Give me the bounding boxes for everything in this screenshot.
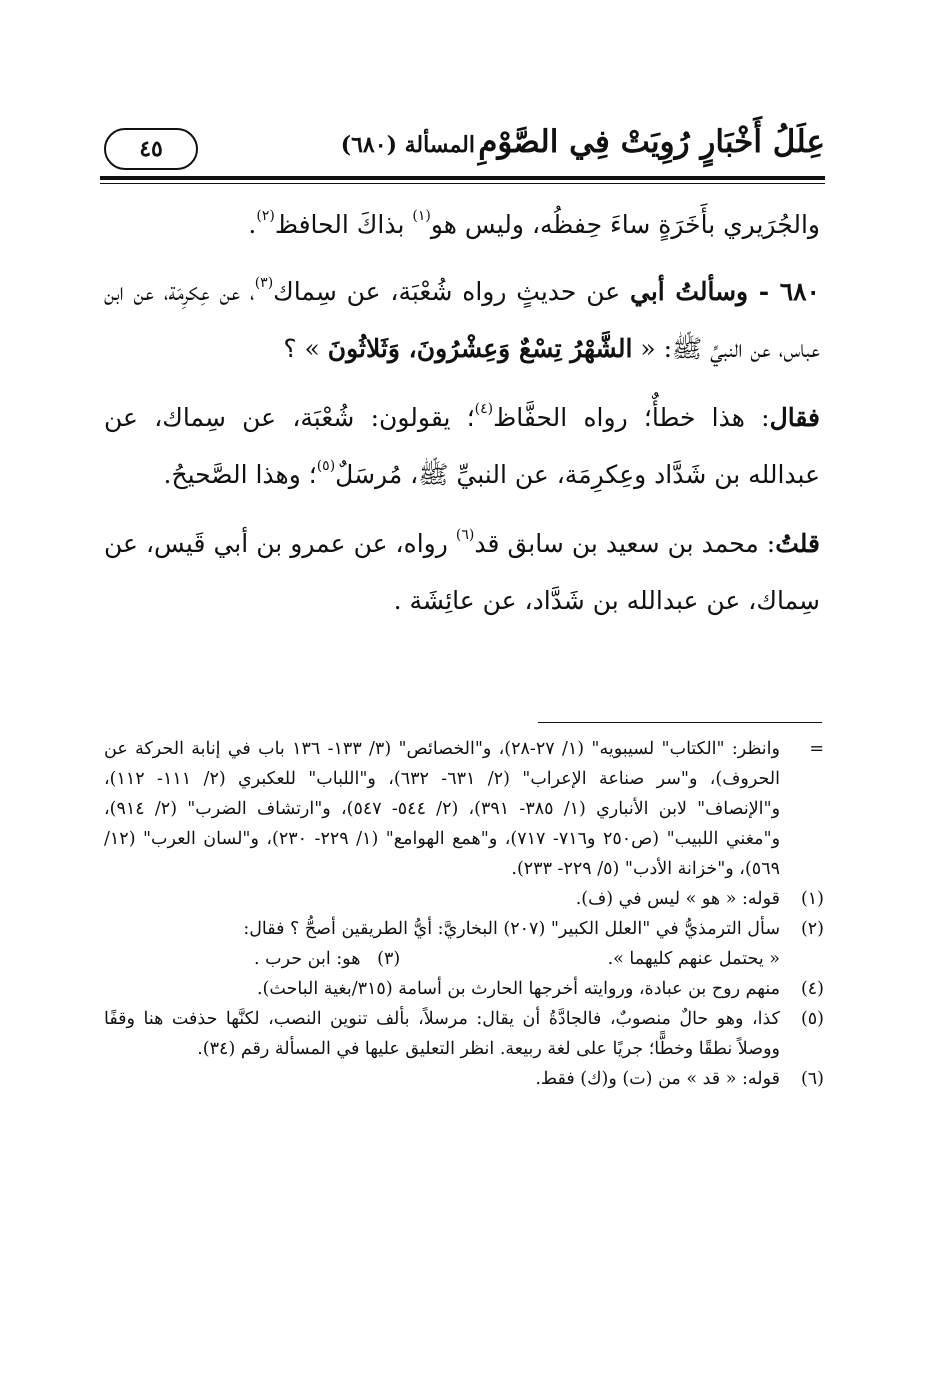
issue-number: ٦٨٠ - xyxy=(748,277,820,306)
paragraph-680 xyxy=(104,263,820,377)
footnote-text: قوله: « هو » ليس في (ف). xyxy=(575,889,780,909)
footnotes xyxy=(104,734,824,1094)
footnote-separator xyxy=(538,722,822,723)
footnote-text-line: « يحتمل عنهم كليهما ». xyxy=(607,949,780,969)
header-rule-thick xyxy=(100,176,825,180)
footnote-4 xyxy=(104,974,824,1004)
text: عن حديثٍ رواه شُعْبَة، عن سِماك xyxy=(273,277,630,306)
footnote-text: قوله: « قد » من (ت) و(ك) فقط. xyxy=(535,1069,780,1089)
footnote-6 xyxy=(104,1064,824,1094)
footnote-number: = xyxy=(809,739,824,759)
paragraph-answer xyxy=(104,389,820,503)
footnote-number: (٣) xyxy=(377,949,401,969)
footnote-2 xyxy=(104,914,824,974)
text: والجُرَيري بأَخَرَةٍ ساءَ حِفظُه، وليس هو xyxy=(430,210,820,239)
main-text xyxy=(104,196,820,641)
footnote-text: كذا، وهو حالٌ منصوبٌ، فالجادَّةُ أن يقال: مرسلاً، بألف تنوين النصب، لكنَّها حذفت هنا وقفًا ووصلاً نطقًا وخطًّا؛ جريًا على لغة ربيعة. انظر التعليق عليها في المسألة رقم (٣٤). xyxy=(104,1009,780,1059)
answer-lead: فقال xyxy=(769,403,820,432)
footnote-number: (٢) xyxy=(800,919,824,939)
footnote-ref-2[interactable]: (٢) xyxy=(256,207,275,224)
text: » ؟ xyxy=(283,334,328,363)
footnote-number: (٤) xyxy=(800,979,824,999)
book-title: عِلَلُ أَخْبَارٍ رُوِيَتْ فِي الصَّوْمِ xyxy=(478,124,825,160)
text: . xyxy=(248,210,257,239)
text: : هذا خطأٌ؛ رواه الحفَّاظ xyxy=(493,403,770,432)
text: ، عن عِكرِمَة، عن ابن عباس، عن النبيِّ ﷺ: « xyxy=(104,277,820,363)
footnote-text-line: سأل الترمذيُّ في "العلل الكبير" (٢٠٧) البخاريَّ: أيُّ الطريقين أصحُّ ؟ فقال: xyxy=(243,919,780,939)
paragraph-0 xyxy=(104,196,820,253)
issue-label: المسألة (٦٨٠) xyxy=(340,132,475,158)
text: بذاكَ الحافظ xyxy=(274,210,413,239)
footnote-ref-3[interactable]: (٣) xyxy=(254,274,274,291)
text: ؛ يقولون: شُعْبَة، عن سِماك، عن عبدالله بن شَدَّاد وعِكرِمَة، عن النبيِّ ﷺ، مُرسَلٌ xyxy=(104,403,820,489)
footnote-number: (٥) xyxy=(800,1009,824,1029)
text: : محمد بن سعيد بن سابق قد xyxy=(474,529,776,558)
running-header xyxy=(100,118,825,174)
footnote-ref-5[interactable]: (٥) xyxy=(316,457,336,474)
paragraph-comment xyxy=(104,515,820,629)
footnote-5 xyxy=(104,1004,824,1064)
footnote-text: منهم روح بن عبادة، وروايته أخرجها الحارث بن أسامة (٣١٥/بغية الباحث). xyxy=(256,979,780,999)
footnote-continued xyxy=(104,734,824,884)
text: رواه، عن عمرو بن أبي قَيس، عن سِماك، عن عبدالله بن شَدَّاد، عن عائِشَة . xyxy=(104,529,820,615)
header-rule-thin xyxy=(100,183,825,184)
comment-lead: قلتُ xyxy=(775,529,820,558)
footnote-number: (٦) xyxy=(800,1069,824,1089)
footnote-1 xyxy=(104,884,824,914)
footnote-text: وانظر: "الكتاب" لسيبويه" (١/ ٢٧-٢٨)، و"الخصائص" (٣/ ١٣٣- ١٣٦ باب في إنابة الحركة عن الحروف)، و"سر صناعة الإعراب" (٢/ ٦٣١- ٦٣٢)، و"اللباب" للعكبري (٢/ ١١١- ١١٢)، و"الإنصاف" لابن الأنباري (١/ ٣٨٥- ٣٩١)، (٢/ ٥٤٤- ٥٤٧)، و"ارتشاف الضرب" (٢/ ٩١٤)، و"مغني اللبيب" (ص٢٥٠ و٧١٦- ٧١٧)، و"همع الهوامع" (١/ ٢٢٩- ٢٣٠)، و"لسان العرب" (١٢/ ٥٦٩)، و"خزانة الأدب" (٥/ ٢٢٩- ٢٣٣). xyxy=(104,739,781,879)
question-lead: وسألتُ أبي xyxy=(629,277,749,306)
hadith-quote: الشَّهْرُ تِسْعٌ وَعِشْرُونَ، وَثَلاثُونَ xyxy=(327,334,633,363)
footnote-3 xyxy=(254,944,400,974)
footnote-number: (١) xyxy=(800,889,824,909)
text: ؛ وهذا الصَّحيحُ. xyxy=(163,460,317,489)
footnote-row xyxy=(104,944,780,974)
page-number: ٤٥ xyxy=(139,136,163,162)
footnote-ref-4[interactable]: (٤) xyxy=(474,400,494,417)
footnote-ref-6[interactable]: (٦) xyxy=(455,526,475,543)
footnote-ref-1[interactable]: (١) xyxy=(412,207,431,224)
footnote-text: هو: ابن حرب . xyxy=(254,949,361,969)
footnote-text xyxy=(104,914,780,974)
page-number-badge xyxy=(104,128,198,170)
